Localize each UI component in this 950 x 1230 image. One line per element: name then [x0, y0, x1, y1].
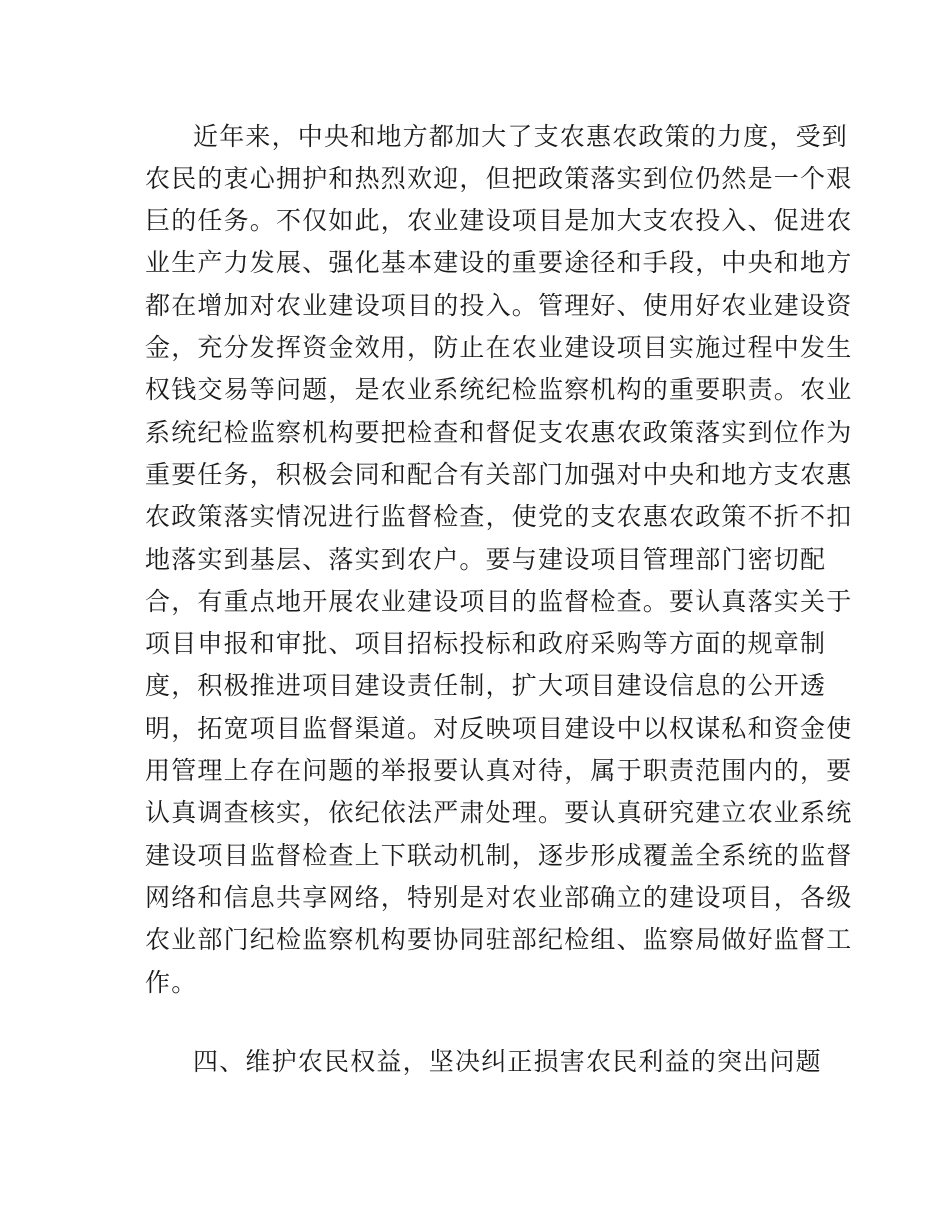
paragraph-line: 合，有重点地开展农业建设项目的监督检查。要认真落实关于 [145, 587, 853, 616]
paragraph-line: 建设项目监督检查上下联动机制，逐步形成覆盖全系统的监督 [145, 841, 853, 870]
paragraph-line: 认真调查核实，依纪依法严肃处理。要认真研究建立农业系统 [145, 798, 853, 827]
paragraph-line: 农政策落实情况进行监督检查，使党的支农惠农政策不折不扣 [145, 502, 853, 531]
paragraph-line: 近年来，中央和地方都加大了支农惠农政策的力度，受到 [193, 122, 849, 151]
paragraph-line: 用管理上存在问题的举报要认真对待，属于职责范围内的，要 [145, 756, 853, 785]
paragraph-line: 重要任务，积极会同和配合有关部门加强对中央和地方支农惠 [145, 460, 853, 489]
paragraph-line: 系统纪检监察机构要把检查和督促支农惠农政策落实到位作为 [145, 418, 853, 447]
paragraph-line: 明，拓宽项目监督渠道。对反映项目建设中以权谋私和资金使 [145, 714, 853, 743]
paragraph-line: 地落实到基层、落实到农户。要与建设项目管理部门密切配 [145, 545, 827, 574]
paragraph-line: 农民的衷心拥护和热烈欢迎，但把政策落实到位仍然是一个艰 [145, 164, 853, 193]
paragraph-line-last: 作。 [145, 968, 198, 997]
section-heading: 四、维护农民权益，坚决纠正损害农民利益的突出问题 [193, 1047, 822, 1076]
paragraph-line: 金，充分发挥资金效用，防止在农业建设项目实施过程中发生 [145, 333, 853, 362]
paragraph-line: 网络和信息共享网络，特别是对农业部确立的建设项目，各级 [145, 883, 853, 912]
paragraph-line: 权钱交易等问题，是农业系统纪检监察机构的重要职责。农业 [145, 375, 853, 404]
paragraph-line: 都在增加对农业建设项目的投入。管理好、使用好农业建设资 [145, 291, 853, 320]
paragraph-line: 农业部门纪检监察机构要协同驻部纪检组、监察局做好监督工 [145, 925, 853, 954]
paragraph-line: 项目申报和审批、项目招标投标和政府采购等方面的规章制 [145, 629, 827, 658]
paragraph-line: 业生产力发展、强化基本建设的重要途径和手段，中央和地方 [145, 248, 853, 277]
paragraph-line: 度，积极推进项目建设责任制，扩大项目建设信息的公开透 [145, 671, 827, 700]
paragraph-line: 巨的任务。不仅如此，农业建设项目是加大支农投入、促进农 [145, 206, 853, 235]
